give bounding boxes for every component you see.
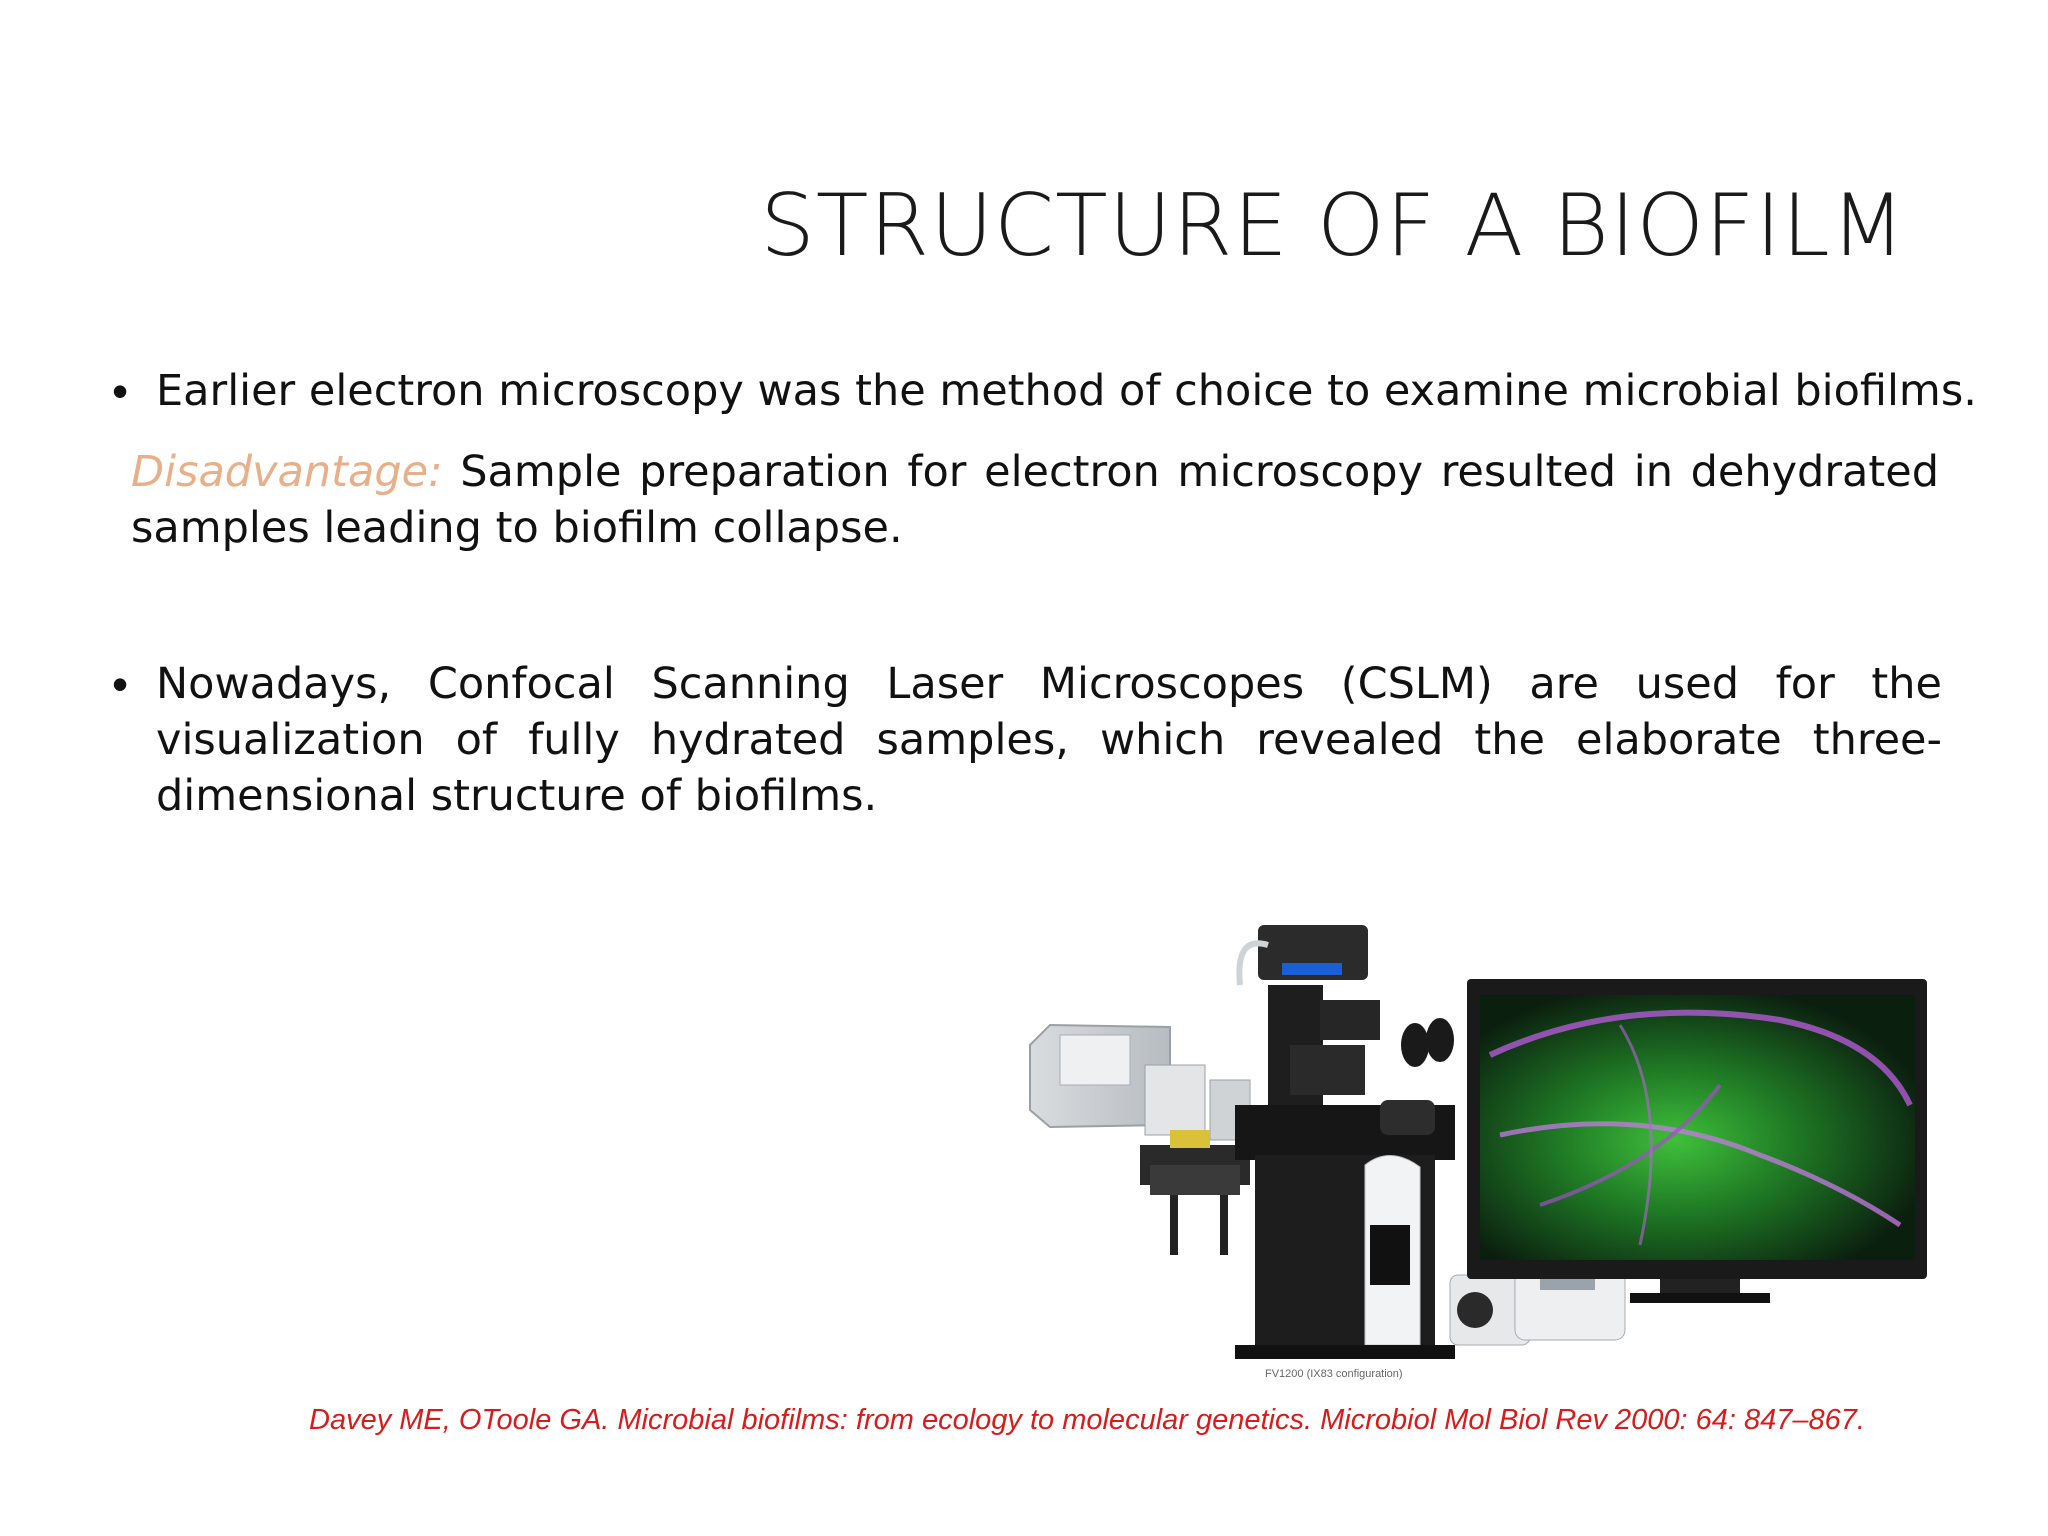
- confocal-microscope-image: [1020, 905, 1940, 1385]
- bullet-marker: •: [112, 658, 129, 710]
- bullet-marker: •: [112, 365, 129, 417]
- inverted-microscope-icon: [1235, 925, 1455, 1359]
- disadvantage-label: Disadvantage:: [131, 447, 443, 497]
- image-caption: FV1200 (IX83 configuration): [1265, 1368, 1403, 1380]
- disadvantage-text: Sample preparation for electron microscopy resulted in dehydrated samples leading to biofilm collapse.: [131, 447, 1939, 553]
- bullet-cslm: [112, 656, 1942, 824]
- bullet-electron-microscopy: [112, 363, 1977, 419]
- slide-title: STRUCTURE OF A BIOFILM: [760, 176, 1906, 276]
- bullet-text: Nowadays, Confocal Scanning Laser Microscopes (CSLM) are used for the visualization of fully hydrated samples, which revealed the elaborate three-dimensional structure of biofilms.: [156, 659, 1942, 821]
- monitor-icon: [1467, 979, 1927, 1303]
- stage-platform-icon: [1140, 1130, 1250, 1255]
- scan-unit-icon: [1030, 1025, 1250, 1140]
- bullet-text: Earlier electron microscopy was the method of choice to examine microbial biofilms.: [156, 366, 1977, 416]
- reference-citation: Davey ME, OToole GA. Microbial biofilms: from ecology to molecular genetics. Microbiol Mol Biol Rev 2000: 64: 847–867.: [309, 1404, 1865, 1436]
- disadvantage-paragraph: [131, 444, 1939, 556]
